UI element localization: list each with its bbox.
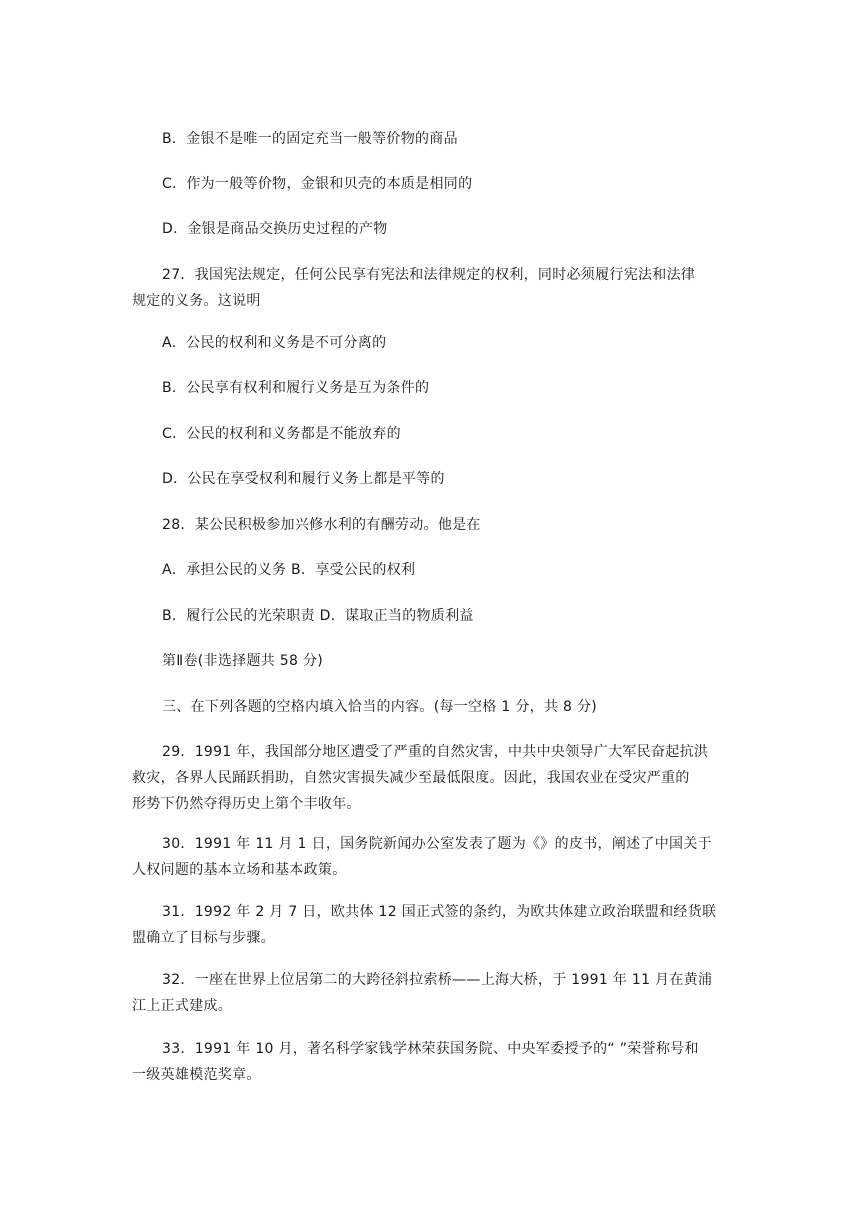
q33 <box>132 1036 737 1088</box>
q32 <box>132 967 737 1019</box>
q26-option-c: C．作为一般等价物，金银和贝壳的本质是相同的 <box>162 176 473 192</box>
q30-line-1: 30．1991 年 11 月 1 日，国务院新闻办公室发表了题为《》的皮书，阐述了中国关于 <box>162 836 712 852</box>
q26-option-d: D．金银是商品交换历史过程的产物 <box>162 221 388 237</box>
q26-option-b: B．金银不是唯一的固定充当一般等价物的商品 <box>162 131 458 147</box>
q28-options-cd: B．履行公民的光荣职责 D．谋取正当的物质利益 <box>162 608 474 624</box>
q31-line-1: 31．1992 年 2 月 7 日，欧共体 12 国正式签的条约，为欧共体建立政治联盟和经货联 <box>162 904 717 920</box>
q30 <box>132 831 737 883</box>
q29-line-1: 29．1991 年，我国部分地区遭受了严重的自然灾害，中共中央领导广大军民奋起抗洪 <box>162 744 709 760</box>
q32-line-1: 32．一座在世界上位居第二的大跨径斜拉索桥——上海大桥，于 1991 年 11 月在黄浦 <box>162 972 713 988</box>
q33-line-1: 33．1991 年 10 月，著名科学家钱学林荣获国务院、中央军委授予的“ ”荣誉称号和 <box>162 1041 699 1057</box>
q31 <box>132 899 737 951</box>
q29-line-3: 形势下仍然夺得历史上第个丰收年。 <box>132 796 361 812</box>
q33-line-2: 一级英雄模范奖章。 <box>132 1067 261 1083</box>
part-2-title: 第Ⅱ卷(非选择题共 58 分) <box>162 653 324 669</box>
q27-option-b: B．公民享有权利和履行义务是互为条件的 <box>162 380 430 396</box>
q27-option-c: C．公民的权利和义务都是不能放弃的 <box>162 426 401 442</box>
q29-line-2: 救灾，各界人民踊跃捐助，自然灾害损失减少至最低限度。因此，我国农业在受灾严重的 <box>132 770 690 786</box>
q27-stem-line-2: 规定的义务。这说明 <box>132 293 261 309</box>
q28-options-ab: A．承担公民的义务 B．享受公民的权利 <box>162 562 416 578</box>
q27-stem-line-1: 27．我国宪法规定，任何公民享有宪法和法律规定的权利，同时必须履行宪法和法律 <box>162 267 696 283</box>
q28-stem: 28．某公民积极参加兴修水利的有酬劳动。他是在 <box>162 517 481 533</box>
q27-option-d: D．公民在享受权利和履行义务上都是平等的 <box>162 471 445 487</box>
q29 <box>132 739 737 817</box>
q31-line-2: 盟确立了目标与步骤。 <box>132 930 275 946</box>
q27-option-a: A．公民的权利和义务是不可分离的 <box>162 335 387 351</box>
q32-line-2: 江上正式建成。 <box>132 998 233 1014</box>
section-3-title: 三、在下列各题的空格内填入恰当的内容。(每一空格 1 分，共 8 分) <box>162 699 598 715</box>
q27-stem <box>132 262 737 314</box>
q30-line-2: 人权问题的基本立场和基本政策。 <box>132 862 347 878</box>
